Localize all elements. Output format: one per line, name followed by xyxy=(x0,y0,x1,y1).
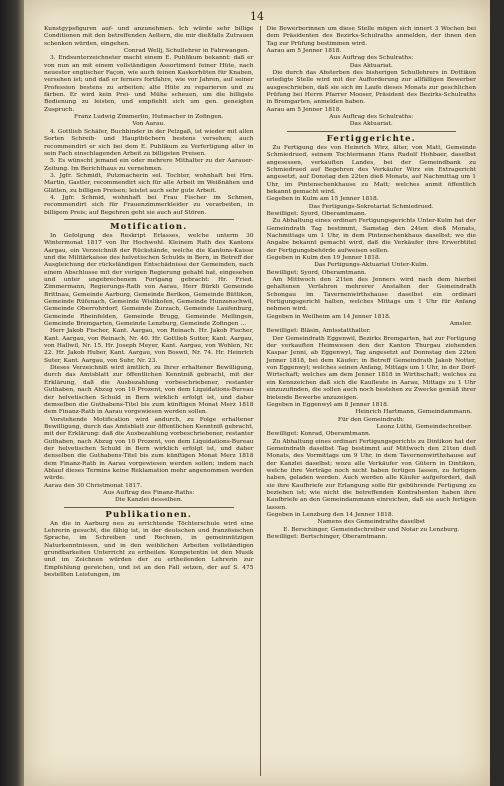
section-heading: Motification. xyxy=(110,221,188,232)
article-text: 4. Jgfr. Schmid, wohnhaft bei Frau Fischer im Schmen, recommendirt sich für Frauenzimmerkleider zu verarbeiten, in billigem Preis; auf Begehren geht sie auch auf Stören. xyxy=(44,194,254,216)
signature: Amsler. xyxy=(449,321,472,328)
left-column xyxy=(38,26,261,776)
signature: Leonz Lüthi, Gemeindschreiber. xyxy=(376,423,472,430)
page-number: 14 xyxy=(250,10,264,23)
article-text: Zu Abhaltung eines ordinari Fertigungsgerichts Unter-Kulm hat der Gemeindrath Tag bestimmt, Samstag den 24ten dieß Monats, Nachmittags um 1 Uhr, in dem Pintenschenkhaus daselbst; wo die Angabe bekannt gemacht wird, daß die Verkäufer ihre Erwerbtitel der Fertigungsbehörde aufweisen sollen. xyxy=(266,218,476,254)
divider xyxy=(287,131,457,132)
article-text: Herr Jakob Fischer, Kant. Aargau, von Reinach. Hr. Jakob Fischer, Kant. Aargau, von Reinach, Nr. 40. Hr. Gottlieb Sutter, Kant. Aargau, von Hallwil, Nr. 15. Hr. Joseph Meyer, Kant. Aargau, von Wohlen, Nr. 22. Hr. Jakob Huber, Kant. Aargau, von Boswil, Nr. 74. Hr. Heinrich Suter, Kant. Aargau, von Suhr, Nr. 23. xyxy=(44,328,254,364)
dateline: Aarau den 30 Christmonat 1817. xyxy=(44,482,142,489)
dateline: Gegeben in Weilheim am 14 Jenner 1818. xyxy=(266,313,391,320)
signature: Conrad Wellj, Schullehrer in Fahrwangen. xyxy=(123,48,250,55)
signature: Das Aktuariat. xyxy=(349,62,393,69)
signature: Die Kanzlei desselben. xyxy=(115,497,183,504)
signature: Aus Auftrag des Finanz-Raths: xyxy=(103,489,195,496)
approval: Bewilliget: Konrad, Oberamtmann. xyxy=(266,431,371,438)
article-text: Vorstehende Motification wird andurch, zu Folge erhaltener Bewilligung, durch das Amtsblatt zur öffentlichen Kenntniß gebracht, mit der Erklärung: daß die Ausbezahlung vorbeschriebener, restanter Guthaben, nach Abzug von 10 Prozent, von dem Liquidations-Bureau der helvetischen Schuld in Bern wirklich erfolgt ist, und daher denselben die Guthabens-Titel bis zum künftigen Monat Merz 1818 dem Finanz-Rath in Aarau vorgewiesen werden sollen; indem nach Ablauf dieses Termins keine Reklamation mehr angenommen werden würde. xyxy=(44,416,254,482)
signature: Namens des Gemeindraths daselbst xyxy=(317,519,425,526)
signature: Das Fertigungs-Aktuariat Unter-Kulm. xyxy=(314,262,429,269)
signature: Das Aktuariat. xyxy=(349,121,393,128)
signature: Aus Auftrag des Schulraths: xyxy=(329,114,414,121)
article-text: Dieses Verzeichniß wird ämtlich, zu Ihrer erhaltener Bewilligung, durch das Amtsblatt zur öffentlichen Kenntniß gebracht, mit der Erklärung, daß die Ausbezahlung vorbeschriebener, restanter Guthaben, nach Abzug von 10 Prozent, von dem Liquidations-Bureau der helvetischen Schuld in Bern wirklich erfolgt ist, und daher demselben die Guthabens-Titel bis zum künftigen Monat Merz 1818 dem Finanz-Rath in Aarau vorgewiesen werden sollen. xyxy=(44,365,254,416)
article-text: In Gefolgung des Reskript Erlasses, welche unterm 30 Wintermonat 1817 von Ihr Hochwohl. Kleinem Rath des Kantons Aargau, ein Verzeichniß der Rückstände, welche die Kantons-Kaisse und die Militärkaisse des helvetischen Schulds in Bern, in Betreff der Ausgleichung der rückständigen Entschädnisse der Gemeinden, nach einem Abschlusse mit der vorigen Regierung gehabt hat, eingesehen und unter ungebrechenem Fortgang gebracht: Hr. Fried. Zimmermann, Regierungs-Rath von Aarau, Herr Bürkli Gemeinde Brittnau, Gemeinde Aarburg, Gemeinde Berikon, Gemeinde Büttikon, Gemeinde Rüfenach, Gemeinde Wislikofen, Gemeinde Hunzenschwil, Gemeinde Oberrohrdorf, Gemeinde Zurzach, Gemeinde Laufenburg, Gemeinde Rheinfelden, Gemeinde Brugg, Gemeinde Mellingen, Gemeinde Bremgarten, Gemeinde Lenzburg, Gemeinde Zofingen ... xyxy=(44,232,254,328)
right-column xyxy=(261,26,483,776)
article-text: 3. Jgfr. Schmidt, Putzmacherin sel. Tochter, wohnhaft bei Hrn. Martin, Gastler, recommendirt sich für alle Arbeit im Weißnähen und Glätten, zu billigen Preisen; leistet auch sehr gute Arbeit. xyxy=(44,172,254,194)
section-subheading: Von Aarau. xyxy=(132,121,166,128)
divider xyxy=(64,219,234,220)
divider xyxy=(64,507,234,508)
section-heading: Publikationen. xyxy=(105,509,193,520)
article-text: Die durch das Absterben des bisherigen Schullehrers in Dottikon erledigte Stelle wird mit der Aufforderung zur allfälligen Bewerber ausgeschrieben, daß sie sich im Laufe dieses Monats zur geschlichen Prüfung bei Herrn Pfarrer Mooser, Präsident des Bezirks-Schulraths in Bremgarten, anmelden haben. xyxy=(266,70,476,106)
signature: E. Berschinger, Gemeindschreiber und Notar zu Lenzburg. xyxy=(283,526,460,533)
signature: Aus Auftrag des Schulraths: xyxy=(329,55,414,62)
article-text: Zu Abhaltung eines ordinari Fertigungsgerichts zu Dintikon hat der Gemeindrath daselbst Tag bestimmt auf Mittwoch den 21ten dieß Monats, des Vormittags um 9 Uhr, in dem Tavernenwirthshause auf der Kanzlei daselbst; wozu alle Verkäufer von Gütern in Dintikon, welche ihre Verträge noch nicht haben fertigen lassen, zu fertigen haben, geladen werden. Auch werden alle Käufer aufgefordert, daß sie ihre Kaufbriefe zur Erlangung solle für gebührende Fertigung zu beziehen ist; wie nicht die betreffenden Kontrahenten haben ihre Kaufbriefe an den Gemeindammann einreichen, daß sie auch fertigen lassen. xyxy=(266,438,476,511)
approval: Bewilliget: Bläsin, Amtsstatthalter. xyxy=(266,328,371,335)
dateline: Gegeben in Kulm am 15 Jenner 1818. xyxy=(266,196,379,203)
article-text: Der Gemeindrath Eggenwil, Bezirks Bremgarten, hat zur Fertigung der verkauften Heimwesen den der Kanton Thurgau ziehenden Kaspar Jenni, ab Eggenwyl, Tag angesetzt auf Donnstag den 22ten Jenner 1818, bei dem Käufer; in Betreff Gemeindrath Jakob Notter, von Eggenwyl; welches seinen Anfang, Mittags um 1 Uhr, in der Dorf-Wirtschaft; welches am dem Jenner 1818 in Wirthschaft; welches zu ein Kennzeichen daß sich die Kaufleute in Aarau, Mittags zu 1 Uhr einzuzufinden, die sollen auch noch bestehen zu Zwecke gemäß ihrer bietende Bewerbe anzuzeigen. xyxy=(266,335,476,401)
newspaper-page xyxy=(24,0,490,786)
signature: Franz Ludwig Zimmerlin, Hutmacher in Zofingen. xyxy=(74,114,224,121)
article-text: Am Mittwoch den 21ten des Jenners wird nach dem hierbei gehaltenen Verfahren mehrerer Anstalten der Gemeindrath Schongau im Tavernenwirthshause daselbst ein ordinari Fertigungsgericht halten, welches Mittags um 1 Uhr für Anfang nehmen wird. xyxy=(266,277,476,313)
article-text: 4. Gottlieb Schäfer, Buchbinder in der Pelzgaß, ist wieder mit allen Sorten Schreib- und Hauptbüchern bestens versehen; auch recommendirt er sich bei dem E. Publikum zu Verfertigung aller in sein Fach einschlagenden Arbeit zu billigsten Preisen. xyxy=(44,128,254,157)
article-text: 3. Endsunterzeichneter macht einem E. Publikum bekannt: daß er von nun an mit einem vollständigen Assortiment feiner Hüte, nach neuester englischer Façon, wie auch feinen Kaskorhüten für Knaben, versehen ist; und daß er ferners fortfahre, wie vor Jahren, auf seiner Profession bestens zu arbeiten; alte Hüte zu reparieren und zu färben. Er wird kein Prei- und Mühe scheuen, um die billigste Bedienung zu leisten, und empfiehlt sich um gen. geneigten Zuspruch. xyxy=(44,55,254,113)
dateline: Gegeben in Kulm den 19 Jenner 1818. xyxy=(266,254,381,261)
dateline: Aarau am 5 Jenner 1818. xyxy=(266,48,342,55)
article-text: Kunstgypsfiguren auf- und anzunehmen. Ich würde sehr billige Conditionen mit den betreffenden Aeltern, die mir dießfalls Zutrauen schenken würden, eingehen. xyxy=(44,26,254,47)
text-columns xyxy=(38,26,482,776)
approval: Bewilliget: Syord, Oberamtmann. xyxy=(266,210,367,217)
signature: Heinrich Hartmann, Gemeindammann. xyxy=(355,409,472,416)
dateline: Gegeben in Eggenwyl am 8 Jenner 1818. xyxy=(266,401,389,408)
approval: Bewilliget: Bertschinger, Oberamtmann. xyxy=(266,534,388,541)
article-text: Die Bewerberinnen um diese Stelle mögen sich innert 3 Wochen bei dem Präsidenten des Bezirks-Schulraths anmelden, der ihnen den Tag zur Prüfung bestimmen wird. xyxy=(266,26,476,47)
article-text: Zu Fertigung des von Heinrich Wirz, älter, von Matt, Gemeinde Schmiedrued, seinem Tochtermann Hans Rudolf Hohbaer, daselbst angesessen, verkauften Landes, bei der Gemeindbank zu Schmiedrued auf Begehren des Verkäufer Wirz ein Extragericht angesetzt, auf Donstag den 22ten dieß Monats, auf Nachmittag um 1 Uhr, im Pintenschenkhause zu Matt; welches anmit öffentlich bekannt gemacht wird. xyxy=(266,144,476,195)
binding-edge xyxy=(0,0,24,786)
signature: Das Fertigungs-Sekretariat Schmiedrued. xyxy=(308,203,434,210)
dateline: Aarau am 5 Jenner 1818. xyxy=(266,106,342,113)
article-text: 5. Es wünscht jemand ein oder mehrere Mithalter zu der Aarauer-Zeitung. Im Berichthaus zu vernehmen. xyxy=(44,158,254,172)
dateline: Gegeben in Lenzburg den 14 Jenner 1818. xyxy=(266,512,394,518)
approval: Bewilliget: Syord, Oberamtmann. xyxy=(266,269,367,276)
signature: Für den Gemeindrath: xyxy=(337,416,405,423)
section-heading: Fertiggerichte. xyxy=(326,133,416,144)
article-text: An die in Aarburg neu zu errichtende Töchterschule wird eine Lehrerin gesucht, die fähig ist, in der deutschen und französischen Sprache, im Schreiben und Rechnen, in gemeinnützigen Naturkenntnissen, und in den weiblichen Arbeiten vollständigen grundbarkeiten Unterricht zu ertheilen. Kompetentin ist den Musik und im Zeichnen würden der zu ertheilenden Lehrerin zur Empfehlung gereichen, und ist an den Fall setzen, der auf S. 475 bestellten Leistungen, im xyxy=(44,520,254,579)
